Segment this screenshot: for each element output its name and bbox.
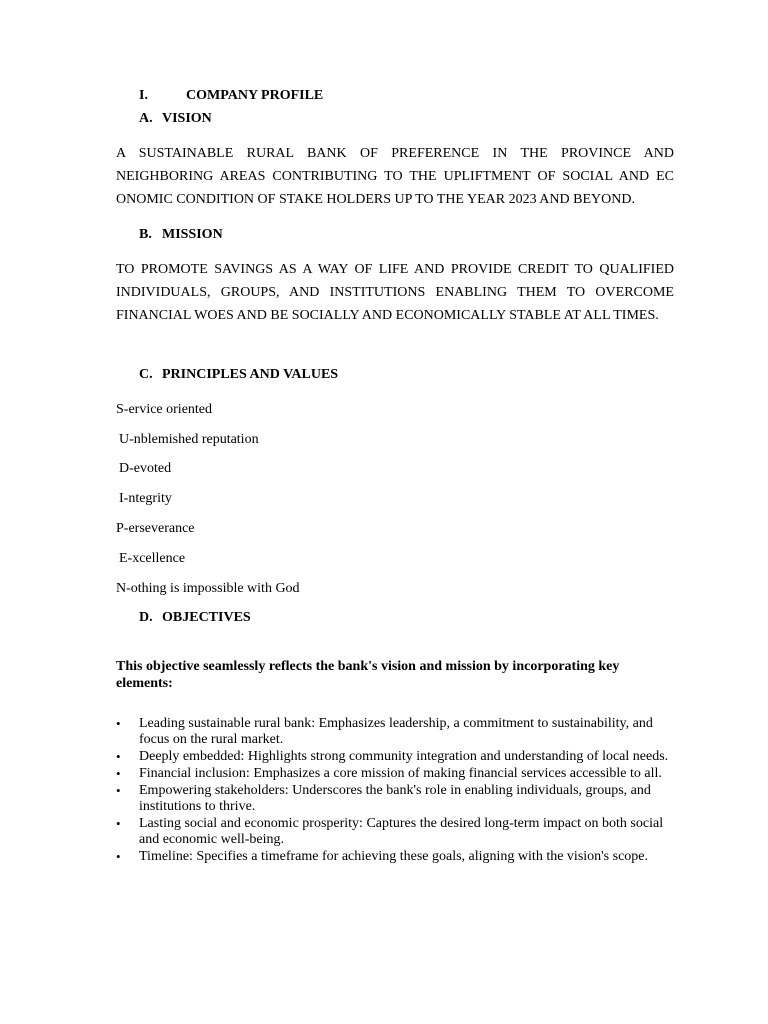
objectives-list <box>116 716 676 866</box>
bullet-icon: • <box>116 816 121 831</box>
vision-heading <box>139 110 212 128</box>
list-item-text: Timeline: Specifies a timeframe for achieving these goals, aligning with the vision's scope. <box>139 849 649 864</box>
mission-text: TO PROMOTE SAVINGS AS A WAY OF LIFE AND PROVIDE CREDIT TO QUALIFIED INDIVIDUALS, GROUPS, AND INSTITUTIONS ENABLING THEM TO OVERCOME FINANCIAL WOES AND BE SOCIALLY AND ECONOMICALLY STABLE AT ALL TIMES. <box>116 262 674 323</box>
value-item: E-xcellence <box>119 551 186 566</box>
value-item: I-ntegrity <box>119 491 172 506</box>
bullet-icon: • <box>116 783 121 798</box>
list-item <box>116 849 676 865</box>
list-item-text: Lasting social and economic prosperity: Captures the desired long-term impact on both social and economic well-being. <box>139 816 664 847</box>
bullet-icon: • <box>116 849 121 864</box>
list-item-text: Deeply embedded: Highlights strong community integration and understanding of local needs. <box>139 749 669 764</box>
value-item: S-ervice oriented <box>116 402 213 417</box>
principles-heading <box>139 366 338 384</box>
mission-title: MISSION <box>162 227 223 242</box>
list-item-text: Empowering stakeholders: Underscores the bank's role in enabling individuals, groups, and institutions to thrive. <box>139 783 651 814</box>
objectives-letter: D. <box>139 610 153 625</box>
list-item <box>116 816 676 848</box>
bullet-icon: • <box>116 766 121 781</box>
list-item <box>116 783 676 815</box>
vision-title: VISION <box>162 111 212 126</box>
vision-text: A SUSTAINABLE RURAL BANK OF PREFERENCE IN THE PROVINCE AND NEIGHBORING AREAS CONTRIBUTING TO THE UPLIFTMENT OF SOCIAL AND EC ONOMIC CONDITION OF STAKE HOLDERS UP TO THE YEAR 2023 AND BEYOND. <box>116 146 674 207</box>
value-item: D-evoted <box>119 461 172 476</box>
value-item: P-erseverance <box>116 521 195 536</box>
principles-title: PRINCIPLES AND VALUES <box>162 367 339 382</box>
list-item <box>116 716 676 748</box>
value-item: N-othing is impossible with God <box>116 581 300 596</box>
vision-letter: A. <box>139 111 153 126</box>
list-item <box>116 766 676 782</box>
bullet-icon: • <box>116 716 121 731</box>
objectives-title: OBJECTIVES <box>162 610 251 625</box>
principles-letter: C. <box>139 367 153 382</box>
objectives-intro: This objective seamlessly reflects the bank's vision and mission by incorporating key elements: <box>116 659 620 691</box>
section-title: COMPANY PROFILE <box>186 88 324 103</box>
value-item: U-nblemished reputation <box>119 432 259 447</box>
bullet-icon: • <box>116 749 121 764</box>
section-heading-company-profile <box>139 87 323 105</box>
objectives-heading <box>139 609 251 627</box>
list-item-text: Financial inclusion: Emphasizes a core mission of making financial services accessible to all. <box>139 766 662 781</box>
list-item-text: Leading sustainable rural bank: Emphasizes leadership, a commitment to sustainability, and focus on the rural market. <box>139 716 653 747</box>
mission-heading <box>139 226 223 244</box>
list-item <box>116 749 676 765</box>
mission-letter: B. <box>139 227 152 242</box>
section-number: I. <box>139 88 148 103</box>
